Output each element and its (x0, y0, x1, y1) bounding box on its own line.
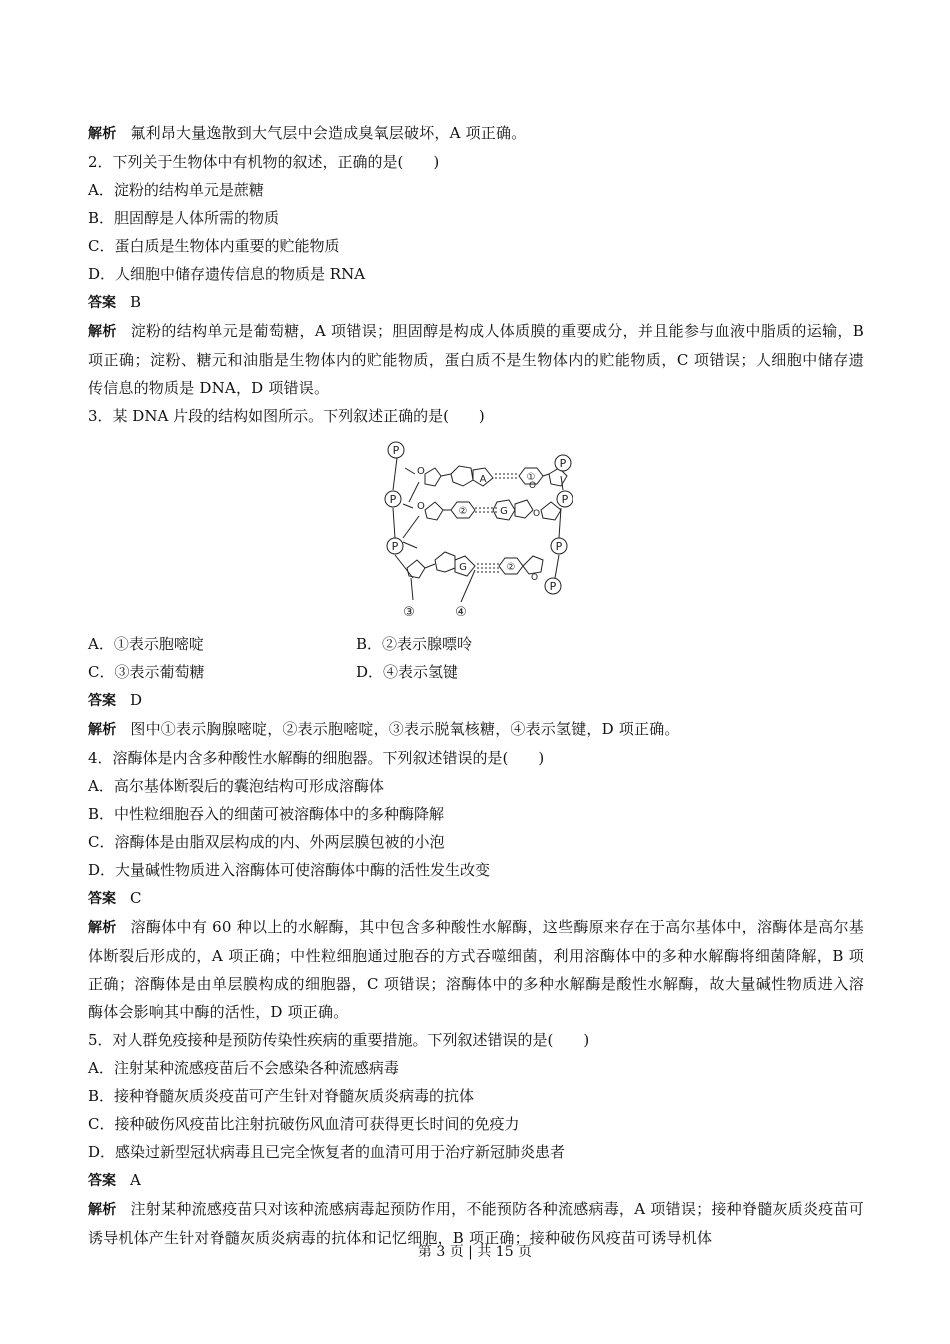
sugar-ring (407, 560, 425, 578)
sugar-ring (425, 468, 441, 486)
option-5a: A．注射某种流感疫苗后不会感染各种流感病毒 (88, 1059, 399, 1077)
question-2: 2．下列关于生物体中有机物的叙述，正确的是( ) (88, 153, 440, 171)
option-5b: B．接种脊髓灰质炎疫苗可产生针对脊髓灰质炎病毒的抗体 (88, 1087, 475, 1105)
answer-5: 答案 A (88, 1171, 141, 1189)
analysis-tag: 解析 (88, 126, 117, 142)
option-4c: C．溶酶体是由脂双层构成的内、外两层膜包被的小泡 (88, 833, 445, 851)
answer-tag: 答案 (88, 295, 116, 311)
answer-tag: 答案 (88, 1173, 116, 1189)
option-5c: C．接种破伤风疫苗比注射抗破伤风血清可获得更长时间的免疫力 (88, 1115, 520, 1133)
phosphate-label: P (392, 444, 400, 457)
base-label: A (479, 474, 487, 485)
answer-3: 答案 D (88, 691, 143, 709)
oxygen-label: O (529, 481, 537, 491)
option-3b: B．②表示腺嘌呤 (356, 635, 473, 653)
option-4a: A．高尔基体断裂后的囊泡结构可形成溶酶体 (88, 777, 384, 795)
analysis-2: 解析 淀粉的结构单元是葡萄糖，A 项错误；胆固醇是构成人体质膜的重要成分，并且能参与血液中脂质的运输，B 项正确；淀粉、糖元和油脂是生物体内的贮能物质，蛋白质不是生物体内的贮能物质，C 项错误；人细胞中储存遗传信息的物质是 DNA，D 项错误。 (88, 322, 864, 397)
page-content (88, 119, 864, 1252)
purine-ring (451, 466, 473, 486)
analysis-tag: 解析 (88, 324, 117, 340)
base-ring (435, 552, 455, 572)
phosphate-label: P (549, 580, 557, 593)
phosphate-label: P (389, 493, 397, 506)
analysis-4: 解析 溶酶体中有 60 种以上的水解酶，其中包含多种酸性水解酶，这些酶原来存在于高尔基体中，溶酶体是高尔基体断裂后形成的，A 项正确；中性粒细胞通过胞吞的方式吞噬细菌，利用溶酶体中的多种水解酶将细菌降解，B 项正确；溶酶体是由单层膜构成的细胞器，C 项错误；溶酶体中的多种水解酶是酸性水解酶，故大量碱性物质进入溶酶体会影响其中酶的活性，D 项正确。 (88, 918, 864, 1021)
bond-line (425, 564, 435, 568)
answer-4: 答案 C (88, 889, 142, 907)
base-label: ① (526, 472, 536, 483)
oxygen-label: O (417, 501, 425, 512)
answer-2: 答案 B (88, 293, 142, 311)
dna-structure-figure (88, 430, 864, 630)
analysis-tag: 解析 (88, 920, 117, 936)
base-ring (515, 500, 533, 518)
base-label: G (500, 506, 508, 517)
backbone-line (403, 516, 419, 538)
option-4b: B．中性粒细胞吞入的细菌可被溶酶体中的多种酶降解 (88, 805, 445, 823)
analysis-3: 解析 图中①表示胸腺嘧啶，②表示胞嘧啶，③表示脱氧核糖，④表示氢键，D 项正确。 (88, 720, 680, 738)
analysis-tag: 解析 (88, 1202, 117, 1218)
backbone-line (409, 482, 419, 502)
dna-diagram (383, 430, 573, 626)
option-4d: D．大量碱性物质进入溶酶体可使溶酶体中酶的活性发生改变 (88, 861, 491, 879)
oxygen-label: O (531, 573, 539, 583)
backbone-line (403, 542, 417, 548)
answer-tag: 答案 (88, 891, 116, 907)
phosphate-label: P (555, 540, 563, 553)
sugar-ring (523, 556, 543, 574)
backbone-line (393, 508, 395, 538)
option-2d: D．人细胞中储存遗传信息的物质是 RNA (88, 265, 366, 283)
options-row-2 (88, 658, 864, 686)
analysis-1: 解析 氟利昂大量逸散到大气层中会造成臭氧层破坏，A 项正确。 (88, 124, 527, 142)
sugar-ring (425, 502, 443, 520)
option-2b: B．胆固醇是人体所需的物质 (88, 209, 280, 227)
backbone-line (395, 555, 413, 578)
phosphate-label: P (561, 493, 569, 506)
option-2c: C．蛋白质是生物体内重要的贮能物质 (88, 237, 340, 255)
option-3d: D．④表示氢键 (356, 663, 459, 681)
backbone-line (393, 458, 397, 490)
option-3a: A．①表示胞嘧啶 (88, 635, 204, 653)
page-footer: 第 3 页 | 共 15 页 (417, 1244, 533, 1260)
base-label: G (459, 562, 467, 573)
analysis-5: 解析 注射某种流感疫苗只对该种流感病毒起预防作用，不能预防各种流感病毒，A 项错误；接种脊髓灰质炎疫苗可诱导机体产生针对脊髓灰质炎病毒的抗体和记忆细胞，B 项正确；接种破伤风疫苗可诱导机体 (88, 1200, 864, 1247)
backbone-line (403, 504, 413, 508)
options-row-1 (88, 630, 864, 658)
question-3: 3．某 DNA 片段的结构如图所示。下列叙述正确的是( ) (88, 407, 485, 425)
option-2a: A．淀粉的结构单元是蔗糖 (88, 181, 264, 199)
base-label: ② (506, 562, 516, 573)
analysis-tag: 解析 (88, 722, 117, 738)
pointer-line (411, 578, 413, 600)
answer-tag: 答案 (88, 693, 116, 709)
question-5: 5．对人群免疫接种是预防传染性疾病的重要措施。下列叙述错误的是( ) (88, 1031, 590, 1049)
base-label: ② (458, 506, 468, 517)
phosphate-label: P (559, 457, 567, 470)
option-5d: D．感染过新型冠状病毒且已完全恢复者的血清可用于治疗新冠肺炎患者 (88, 1143, 566, 1161)
oxygen-label: O (417, 466, 425, 477)
backbone-line (555, 555, 559, 578)
phosphate-label: P (391, 540, 399, 553)
bond-line (543, 474, 549, 476)
backbone-line (405, 468, 415, 474)
label-3: ③ (403, 605, 415, 620)
bond-line (441, 474, 451, 476)
question-4: 4．溶酶体是内含多种酸性水解酶的细胞器。下列叙述错误的是( ) (88, 749, 545, 767)
label-4: ④ (455, 605, 467, 620)
sugar-ring (541, 502, 561, 520)
option-3c: C．③表示葡萄糖 (88, 663, 205, 681)
oxygen-label: O (533, 509, 541, 519)
